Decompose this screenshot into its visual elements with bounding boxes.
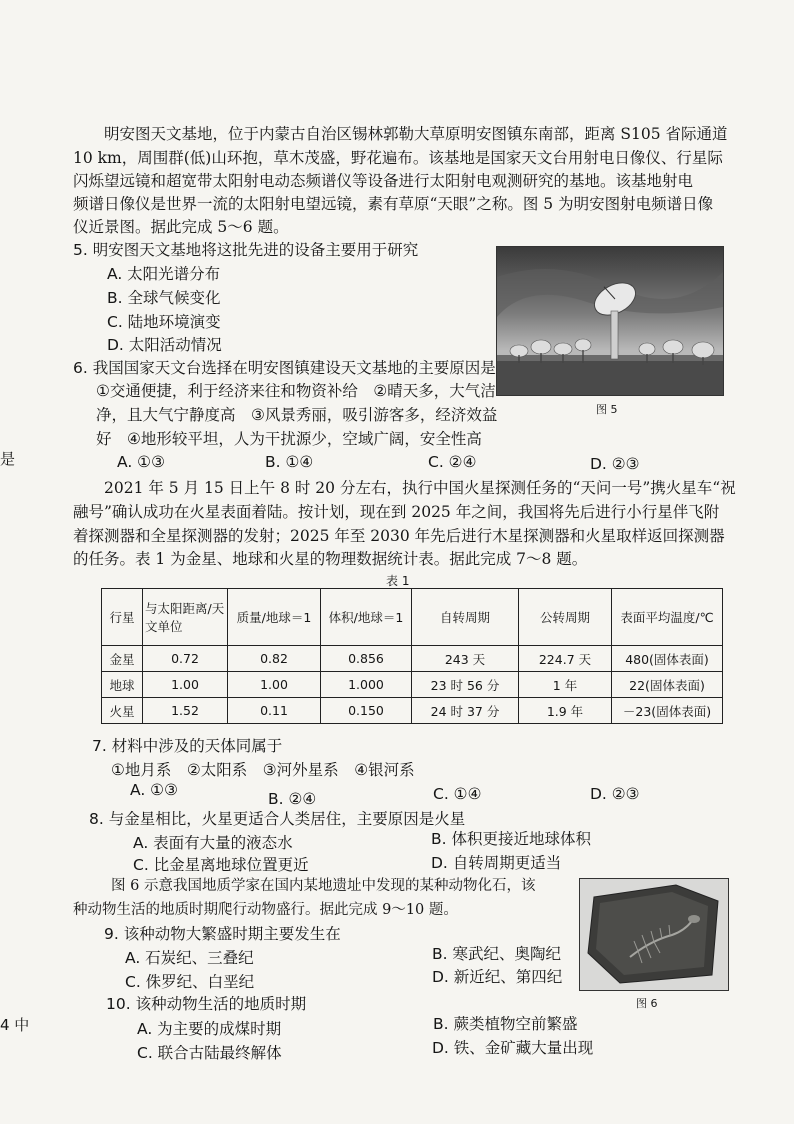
cell: 0.150 xyxy=(321,698,412,724)
q9-option-d: D. 新近纪、第四纪 xyxy=(432,968,563,986)
left-edge-fragment-1: 是 xyxy=(0,450,16,468)
question-9-stem: 9. 该种动物大繁盛时期主要发生在 xyxy=(104,925,341,943)
q7-option-b: B. ②④ xyxy=(268,790,317,808)
q10-option-d: D. 铁、金矿藏大量出现 xyxy=(432,1039,594,1057)
figure-6-caption: 图 6 xyxy=(636,997,658,1010)
cell: 地球 xyxy=(102,672,143,698)
intro3-line1: 图 6 示意我国地质学家在国内某地遗址中发现的某种动物化石，该 xyxy=(111,878,536,894)
header-temperature: 表面平均温度/℃ xyxy=(612,589,723,646)
question-8-stem: 8. 与金星相比，火星更适合人类居住，主要原因是火星 xyxy=(89,810,466,828)
question-7-stem: 7. 材料中涉及的天体同属于 xyxy=(92,737,283,755)
cell: －23(固体表面) xyxy=(612,698,723,724)
planet-data-table xyxy=(101,588,723,724)
q6-option-a: A. ①③ xyxy=(117,453,165,471)
q6-option-c: C. ②④ xyxy=(428,453,477,471)
question-10-stem: 10. 该种动物生活的地质时期 xyxy=(106,995,307,1013)
intro2-line3: 着探测器和全星探测器的发射；2025 年至 2030 年先后进行木星探测器和火星取样返回探测器 xyxy=(73,527,725,545)
cell: 1.00 xyxy=(143,672,228,698)
intro1-line3: 闪烁望远镜和超宽带太阳射电动态频谱仪等设备进行太阳射电观测研究的基地。该基地射电 xyxy=(73,172,694,190)
cell: 1.000 xyxy=(321,672,412,698)
intro1-line4: 频谱日像仪是世界一流的太阳射电望远镜，素有草原“天眼”之称。图 5 为明安图射电频谱日像 xyxy=(73,195,714,213)
q6-line3: 净，且大气宁静度高 ③风景秀丽，吸引游客多，经济效益 xyxy=(96,406,498,424)
q5-option-c: C. 陆地环境演变 xyxy=(107,313,221,331)
question-6-stem: 6. 我国国家天文台选择在明安图镇建设天文基地的主要原因是 xyxy=(73,359,496,377)
cell: 火星 xyxy=(102,698,143,724)
cell: 0.72 xyxy=(143,646,228,672)
header-rotation: 自转周期 xyxy=(412,589,519,646)
fossil-photo-icon xyxy=(580,879,728,990)
figure-5-caption: 图 5 xyxy=(596,403,618,416)
header-volume: 体积/地球＝1 xyxy=(321,589,412,646)
cell: 金星 xyxy=(102,646,143,672)
q9-option-c: C. 侏罗纪、白垩纪 xyxy=(125,973,255,991)
cell: 243 天 xyxy=(412,646,519,672)
q5-option-b: B. 全球气候变化 xyxy=(107,289,221,307)
intro2-line2: 融号”确认成功在火星表面着陆。按计划，现在到 2025 年之间，我国将先后进行小行星伴飞附 xyxy=(73,503,720,521)
intro2-line1: 2021 年 5 月 15 日上午 8 时 20 分左右，执行中国火星探测任务的“天问一号”携火星车“祝 xyxy=(104,479,736,497)
q5-option-a: A. 太阳光谱分布 xyxy=(107,265,221,283)
q8-option-d: D. 自转周期更适当 xyxy=(431,854,562,872)
header-planet: 行星 xyxy=(102,589,143,646)
table-row xyxy=(102,646,723,672)
table-1-caption: 表 1 xyxy=(386,574,410,588)
question-5-stem: 5. 明安图天文基地将这批先进的设备主要用于研究 xyxy=(73,241,419,259)
q6-line4: 好 ④地形较平坦，人为干扰源少，空域广阔，安全性高 xyxy=(96,430,482,448)
q10-option-a: A. 为主要的成煤时期 xyxy=(137,1020,282,1038)
q6-line2: ①交通便捷，利于经济来往和物资补给 ②晴天多，大气洁 xyxy=(96,382,496,400)
cell: 480(固体表面) xyxy=(612,646,723,672)
cell: 23 时 56 分 xyxy=(412,672,519,698)
table-header-row xyxy=(102,589,723,646)
q9-option-b: B. 寒武纪、奥陶纪 xyxy=(432,945,561,963)
left-edge-fragment-2: 4 中 xyxy=(0,1016,30,1034)
header-mass: 质量/地球＝1 xyxy=(228,589,321,646)
intro1-line1: 明安图天文基地，位于内蒙古自治区锡林郭勒大草原明安图镇东南部，距离 S105 省际通道 xyxy=(104,125,728,143)
q6-option-b: B. ①④ xyxy=(265,453,314,471)
q7-option-d: D. ②③ xyxy=(590,785,640,803)
figure-6-photo xyxy=(579,878,729,991)
table-row xyxy=(102,672,723,698)
q10-option-b: B. 蕨类植物空前繁盛 xyxy=(433,1015,578,1033)
cell: 1 年 xyxy=(519,672,612,698)
q8-option-b: B. 体积更接近地球体积 xyxy=(431,830,591,848)
intro3-line2: 种动物生活的地质时期爬行动物盛行。据此完成 9～10 题。 xyxy=(73,902,458,918)
intro1-line5: 仪近景图。据此完成 5～6 题。 xyxy=(73,218,289,236)
cell: 1.52 xyxy=(143,698,228,724)
cell: 24 时 37 分 xyxy=(412,698,519,724)
figure-5-photo xyxy=(496,246,724,396)
cell: 0.82 xyxy=(228,646,321,672)
q5-option-d: D. 太阳活动情况 xyxy=(107,336,222,354)
q8-option-c: C. 比金星离地球位置更近 xyxy=(133,856,309,874)
cell: 0.11 xyxy=(228,698,321,724)
cell: 1.9 年 xyxy=(519,698,612,724)
q7-option-c: C. ①④ xyxy=(433,785,482,803)
table-row xyxy=(102,698,723,724)
q7-statements: ①地月系 ②太阳系 ③河外星系 ④银河系 xyxy=(111,761,415,779)
q8-option-a: A. 表面有大量的液态水 xyxy=(133,834,293,852)
intro2-line4: 的任务。表 1 为金星、地球和火星的物理数据统计表。据此完成 7～8 题。 xyxy=(73,550,588,568)
q6-option-d: D. ②③ xyxy=(590,455,640,473)
cell: 1.00 xyxy=(228,672,321,698)
cell: 22(固体表面) xyxy=(612,672,723,698)
header-revolution: 公转周期 xyxy=(519,589,612,646)
cell: 224.7 天 xyxy=(519,646,612,672)
intro1-line2: 10 km，周围群(低)山环抱，草木茂盛，野花遍布。该基地是国家天文台用射电日像仪、行星际 xyxy=(73,149,723,167)
q7-option-a: A. ①③ xyxy=(130,781,178,799)
radio-telescope-photo-icon xyxy=(497,247,723,395)
header-distance: 与太阳距离/天文单位 xyxy=(143,589,228,646)
q9-option-a: A. 石炭纪、三叠纪 xyxy=(125,949,254,967)
cell: 0.856 xyxy=(321,646,412,672)
q10-option-c: C. 联合古陆最终解体 xyxy=(137,1044,282,1062)
